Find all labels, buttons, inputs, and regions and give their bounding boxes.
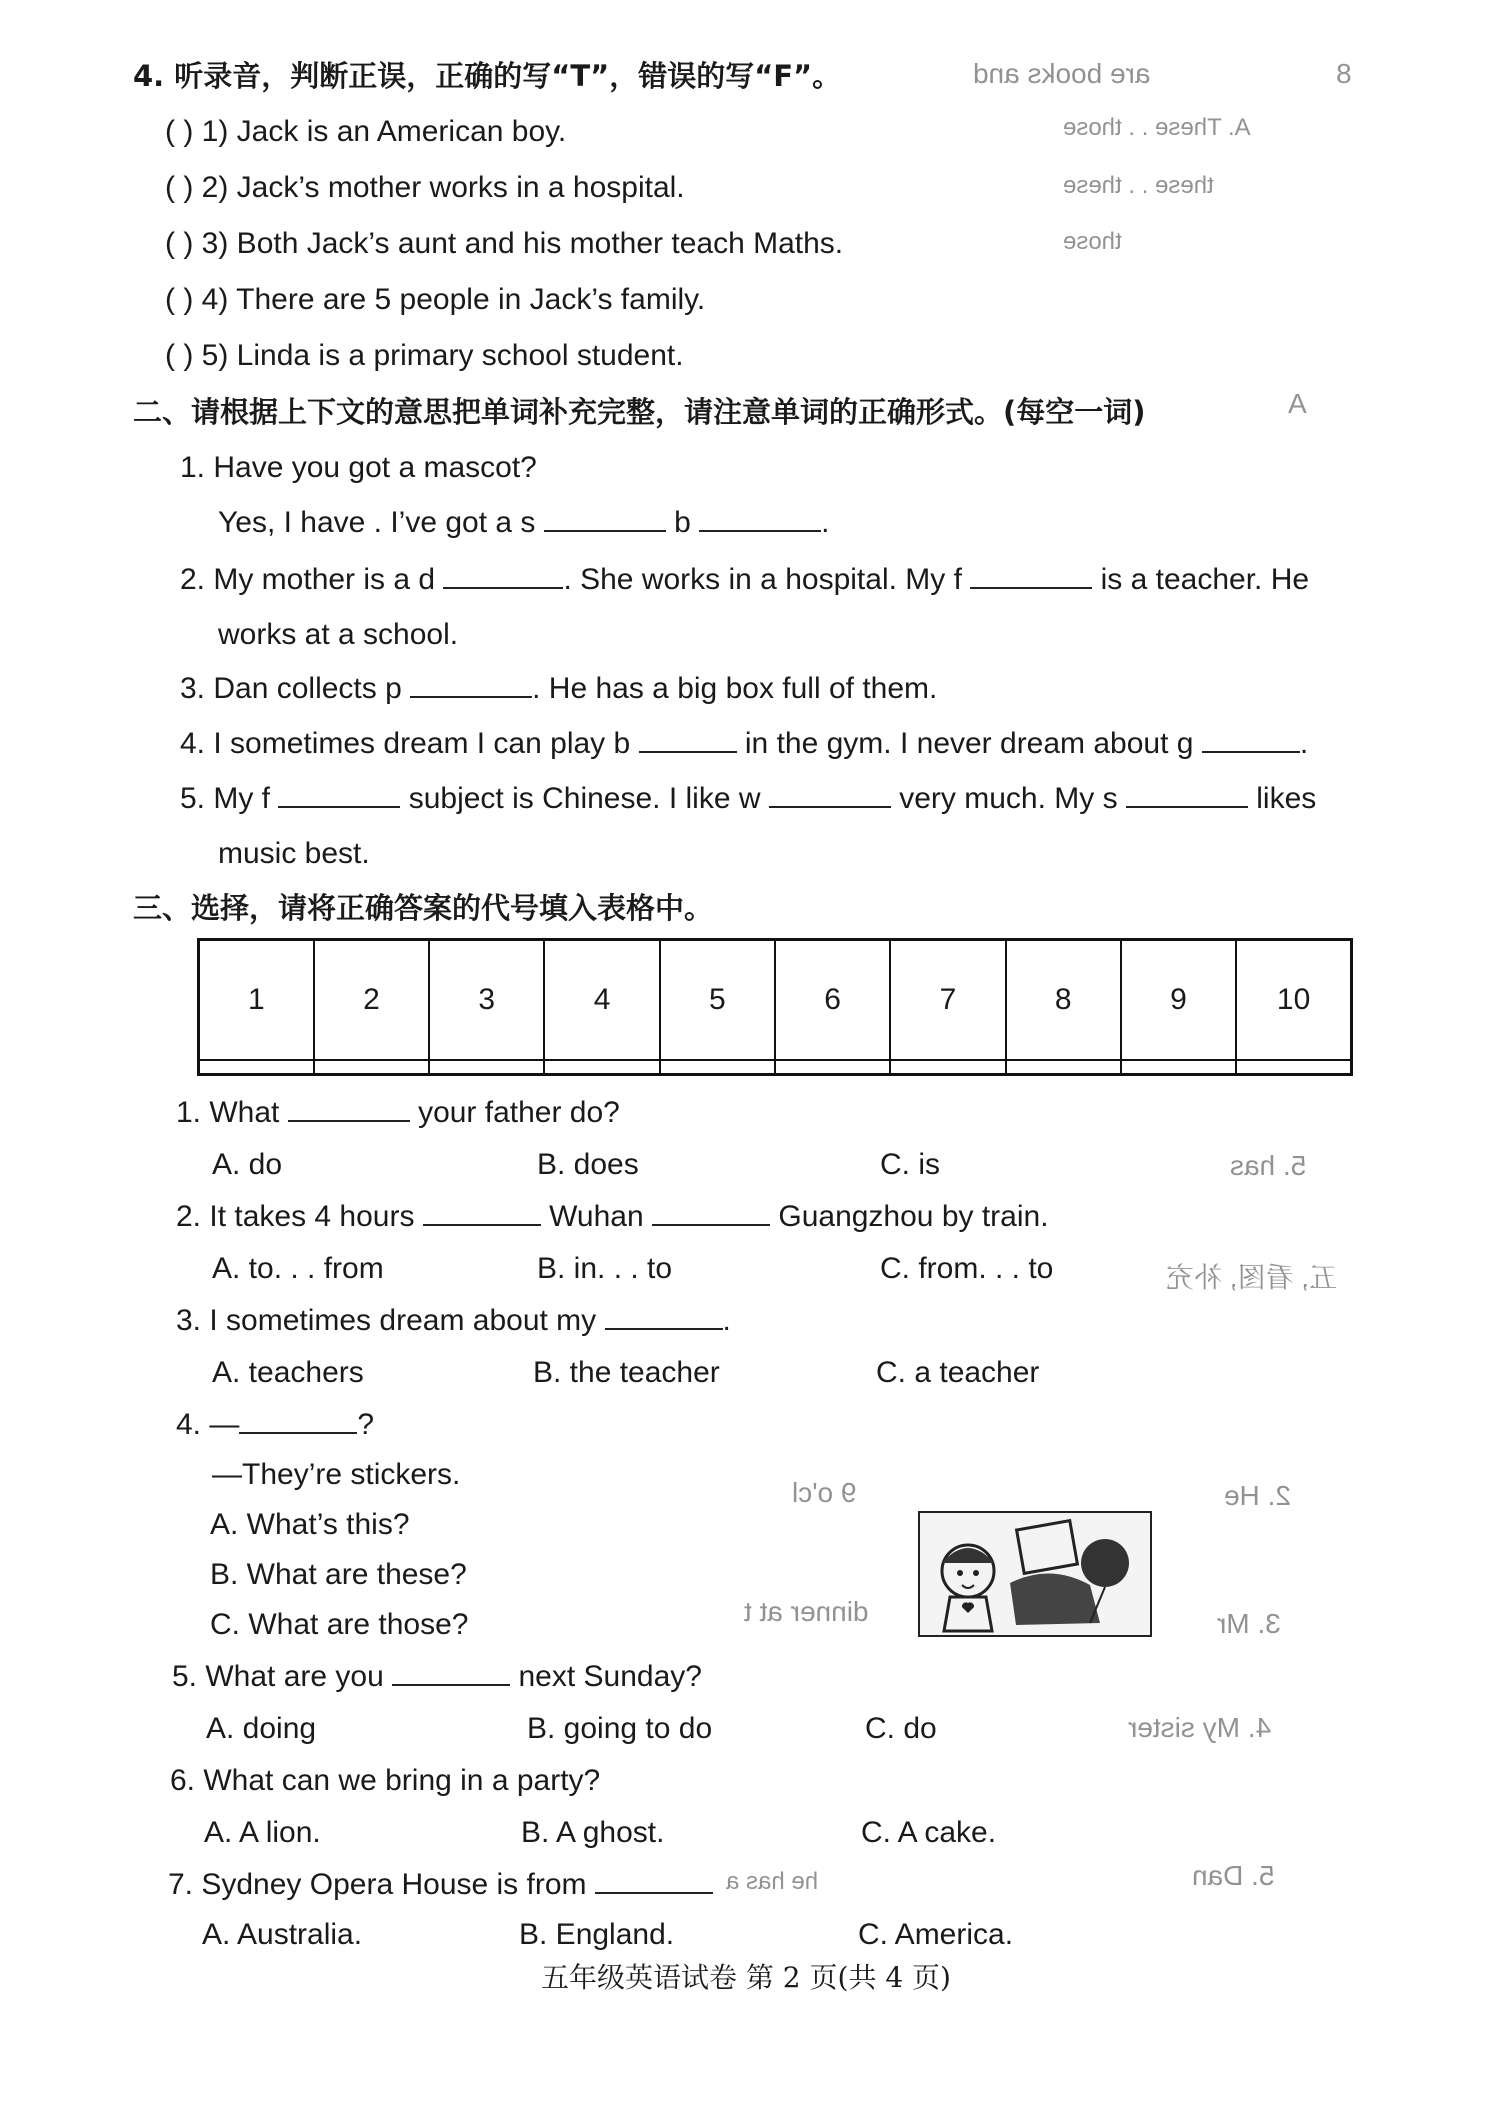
- text: b: [674, 506, 691, 539]
- table-header-cell: 1: [199, 940, 314, 1061]
- answer-blank[interactable]: [544, 504, 666, 532]
- section-3-title: 三、选择，请将正确答案的代号填入表格中。: [133, 891, 714, 925]
- item-text: 2) Jack’s mother works in a hospital.: [201, 171, 685, 204]
- text: 2. It takes 4 hours: [176, 1200, 415, 1233]
- mc-q4-stem: [176, 1405, 374, 1445]
- listening-question-4-title: 4. 听录音，判断正误，正确的写“T”，错误的写“F”。: [133, 59, 842, 93]
- mc-q1-option-b[interactable]: B. does: [537, 1148, 639, 1181]
- answer-cell[interactable]: [1006, 1060, 1121, 1074]
- text: 4. —: [176, 1408, 240, 1441]
- mc-q7-option-c[interactable]: C. America.: [858, 1918, 1014, 1951]
- text: ?: [357, 1408, 375, 1441]
- answer-cell[interactable]: [660, 1060, 775, 1074]
- bleed-text: 2. He: [1224, 1480, 1291, 1511]
- item-text: 1) Jack is an American boy.: [201, 115, 567, 148]
- mc-q4-option-b[interactable]: B. What are these?: [210, 1558, 467, 1591]
- fill-q1-line2: [218, 503, 829, 543]
- table-header-cell: 7: [890, 940, 1005, 1061]
- table-header-cell: 10: [1236, 940, 1351, 1061]
- fill-q5-line1: [180, 779, 1316, 819]
- answer-cell[interactable]: [429, 1060, 544, 1074]
- true-false-item-5: [165, 336, 684, 376]
- text: 1. What: [176, 1096, 280, 1129]
- bleed-text: are books and: [973, 58, 1151, 89]
- text: Yes, I have . I’ve got a s: [218, 506, 536, 539]
- bleed-text: 5. has: [1230, 1150, 1307, 1181]
- fill-q3: [180, 669, 937, 709]
- answer-blank[interactable]: [410, 670, 532, 698]
- mc-q7-stem: [168, 1865, 713, 1905]
- answer-blank[interactable]: [595, 1866, 713, 1894]
- bleed-text: those: [1063, 228, 1122, 255]
- answer-cell[interactable]: [544, 1060, 659, 1074]
- mc-q4-reply: —They’re stickers.: [212, 1458, 461, 1491]
- mc-q2-option-c[interactable]: C. from. . . to: [880, 1252, 1054, 1285]
- bleed-text: 5. Dan: [1192, 1860, 1275, 1891]
- text: your father do?: [418, 1096, 620, 1129]
- text: 2. My mother is a d: [180, 563, 436, 596]
- answer-blank[interactable]: [1126, 780, 1248, 808]
- text: .: [1299, 727, 1309, 760]
- mc-q1-stem: [176, 1093, 620, 1133]
- answer-table-header-row: [199, 940, 1352, 1061]
- mc-q6-option-c[interactable]: C. A cake.: [861, 1816, 997, 1849]
- text: is a teacher. He: [1100, 563, 1310, 596]
- fill-q2-line2: works at a school.: [218, 618, 459, 651]
- answer-table-input-row: [199, 1060, 1352, 1074]
- answer-blank[interactable]: [443, 561, 563, 589]
- text: likes: [1256, 782, 1317, 815]
- text: 3. I sometimes dream about my: [176, 1304, 597, 1337]
- table-header-cell: 8: [1006, 940, 1121, 1061]
- answer-paren[interactable]: ( ): [165, 227, 194, 260]
- bleed-text: 3. Mr: [1217, 1608, 1281, 1639]
- answer-cell[interactable]: [1236, 1060, 1351, 1074]
- mc-q4-option-a[interactable]: A. What’s this?: [210, 1508, 410, 1541]
- text: . She works in a hospital. My f: [563, 563, 962, 596]
- text: very much. My s: [899, 782, 1118, 815]
- answer-blank[interactable]: [288, 1094, 410, 1122]
- answer-cell[interactable]: [199, 1060, 314, 1074]
- table-header-cell: 9: [1121, 940, 1236, 1061]
- text: 4. I sometimes dream I can play b: [180, 727, 631, 760]
- mc-q1-option-a[interactable]: A. do: [212, 1148, 283, 1181]
- fill-q1-line1: 1. Have you got a mascot?: [180, 451, 537, 484]
- text: 3. Dan collects p: [180, 672, 402, 705]
- table-header-cell: 4: [544, 940, 659, 1061]
- bleed-through-illustration: [918, 1511, 1152, 1637]
- answer-cell[interactable]: [1121, 1060, 1236, 1074]
- answer-blank[interactable]: [239, 1406, 357, 1434]
- mc-q6-option-a[interactable]: A. A lion.: [204, 1816, 321, 1849]
- bleed-text: 8: [1336, 58, 1352, 89]
- answer-cell[interactable]: [314, 1060, 429, 1074]
- bleed-text: 五, 看图, 补充: [1166, 1262, 1338, 1293]
- text: subject is Chinese. I like w: [408, 782, 761, 815]
- bleed-text: A. These . . those: [1063, 114, 1251, 141]
- answer-blank[interactable]: [392, 1658, 510, 1686]
- section-2-title: 二、请根据上下文的意思把单词补充完整，请注意单词的正确形式。(每空一词): [133, 395, 1146, 429]
- children-picture: [920, 1513, 1150, 1635]
- table-header-cell: 3: [429, 940, 544, 1061]
- answer-blank[interactable]: [970, 561, 1092, 589]
- fill-q5-line2: music best.: [218, 837, 370, 870]
- page-footer: 五年级英语试卷 第 2 页(共 4 页): [541, 1961, 951, 1994]
- text: 7. Sydney Opera House is from: [168, 1868, 587, 1901]
- bleed-text: A: [1288, 388, 1307, 419]
- bleed-text: these . . these: [1063, 172, 1214, 199]
- mc-q3-option-a[interactable]: A. teachers: [212, 1356, 364, 1389]
- bleed-text: he has a: [726, 1868, 819, 1895]
- table-header-cell: 5: [660, 940, 775, 1061]
- item-text: 4) There are 5 people in Jack’s family.: [201, 283, 706, 316]
- mc-q3-option-c[interactable]: C. a teacher: [876, 1356, 1040, 1389]
- text: in the gym. I never dream about g: [744, 727, 1194, 760]
- mc-q2-stem: [176, 1197, 1049, 1237]
- bleed-text: dinner at t: [744, 1596, 869, 1627]
- mc-q7-option-b[interactable]: B. England.: [519, 1918, 675, 1951]
- answer-blank[interactable]: [699, 504, 821, 532]
- text: 5. My f: [180, 782, 271, 815]
- answer-blank[interactable]: [423, 1198, 541, 1226]
- answer-paren[interactable]: ( ): [165, 115, 194, 148]
- fill-q4: [180, 724, 1308, 764]
- mc-q4-option-c[interactable]: C. What are those?: [210, 1608, 469, 1641]
- bleed-text: 9 o'cl: [792, 1477, 857, 1508]
- mc-q3-option-b[interactable]: B. the teacher: [533, 1356, 720, 1389]
- answer-cell[interactable]: [775, 1060, 890, 1074]
- answer-blank[interactable]: [639, 725, 737, 753]
- answer-table: [197, 938, 1353, 1076]
- answer-blank[interactable]: [605, 1302, 723, 1330]
- answer-blank[interactable]: [278, 780, 400, 808]
- fill-q2-line1: [180, 560, 1309, 600]
- table-header-cell: 6: [775, 940, 890, 1061]
- mc-q5-option-b[interactable]: B. going to do: [527, 1712, 713, 1745]
- answer-paren[interactable]: ( ): [165, 171, 194, 204]
- true-false-item-4: [165, 280, 705, 320]
- mc-q5-option-a[interactable]: A. doing: [206, 1712, 317, 1745]
- answer-blank[interactable]: [769, 780, 891, 808]
- answer-paren[interactable]: ( ): [165, 283, 194, 316]
- mc-q1-option-c[interactable]: C. is: [880, 1148, 940, 1181]
- mc-q5-option-c[interactable]: C. do: [865, 1712, 937, 1745]
- answer-paren[interactable]: ( ): [165, 339, 194, 372]
- item-text: 5) Linda is a primary school student.: [201, 339, 684, 372]
- bleed-text: 4. My sister: [1128, 1712, 1272, 1743]
- text: . He has a big box full of them.: [532, 672, 938, 705]
- mc-q7-option-a[interactable]: A. Australia.: [202, 1918, 363, 1951]
- answer-cell[interactable]: [890, 1060, 1005, 1074]
- mc-q2-option-b[interactable]: B. in. . . to: [537, 1252, 673, 1285]
- text: 5. What are you: [172, 1660, 384, 1693]
- text: next Sunday?: [518, 1660, 702, 1693]
- mc-q3-stem: [176, 1301, 731, 1341]
- text: .: [722, 1304, 731, 1337]
- true-false-item-3: [165, 224, 843, 264]
- mc-q2-option-a[interactable]: A. to. . . from: [212, 1252, 384, 1285]
- mc-q6-stem: 6. What can we bring in a party?: [170, 1764, 601, 1797]
- true-false-item-1: [165, 112, 566, 152]
- mc-q5-stem: [172, 1657, 702, 1697]
- true-false-item-2: [165, 168, 685, 208]
- answer-blank[interactable]: [652, 1198, 770, 1226]
- item-text: 3) Both Jack’s aunt and his mother teach Maths.: [201, 227, 844, 260]
- text: Guangzhou by train.: [778, 1200, 1049, 1233]
- mc-q6-option-b[interactable]: B. A ghost.: [521, 1816, 665, 1849]
- answer-blank[interactable]: [1202, 725, 1300, 753]
- table-header-cell: 2: [314, 940, 429, 1061]
- text: Wuhan: [549, 1200, 644, 1233]
- text: .: [821, 506, 830, 539]
